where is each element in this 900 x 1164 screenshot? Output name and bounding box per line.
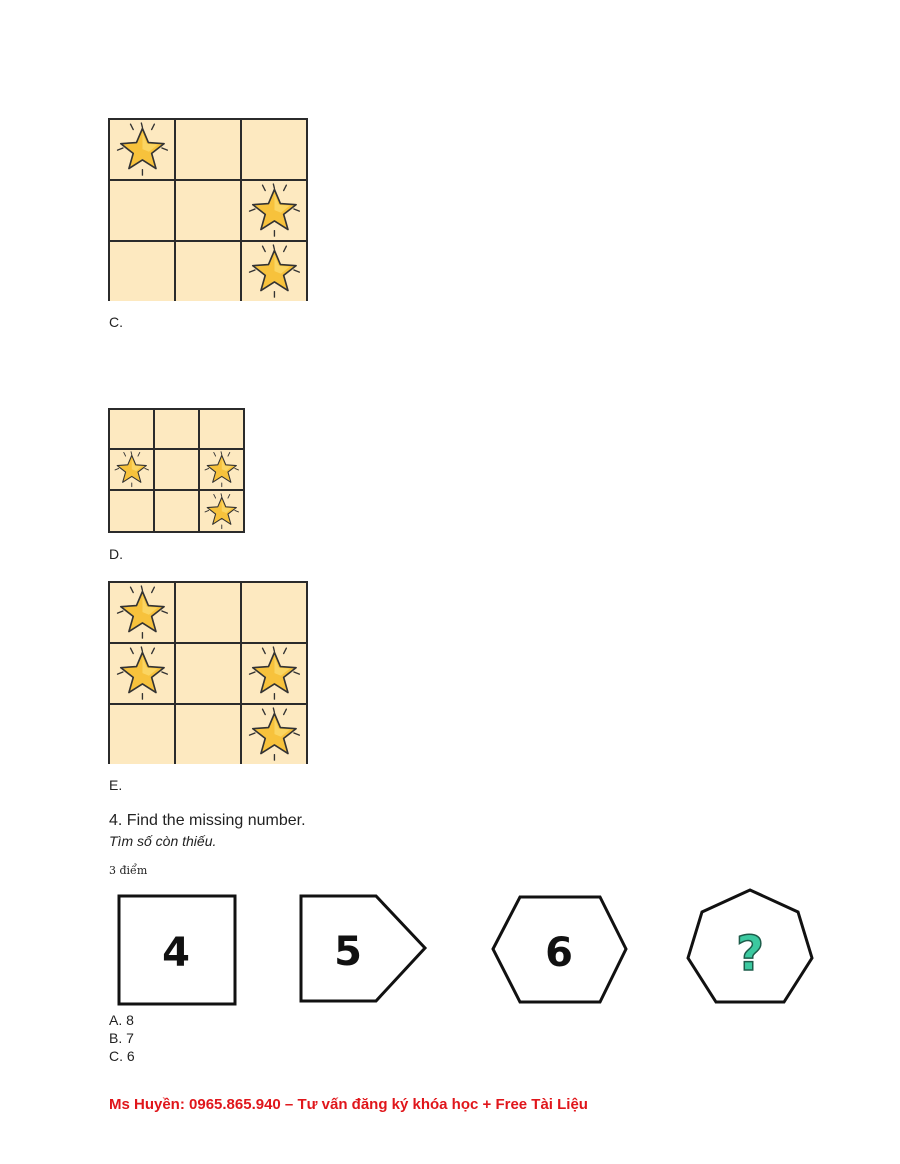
option-d-label: D. — [109, 546, 123, 562]
question-points: 3 điểm — [109, 864, 148, 877]
grid-cell — [242, 242, 306, 301]
grid-cell — [242, 120, 306, 179]
star-icon — [245, 646, 304, 700]
star-icon — [113, 122, 172, 176]
grid-cell — [110, 491, 153, 531]
grid-cell — [176, 583, 240, 642]
grid-cell — [242, 181, 306, 240]
grid-cell — [155, 450, 198, 490]
option-c-grid — [108, 118, 308, 301]
star-icon — [245, 183, 304, 237]
star-icon — [245, 244, 304, 298]
square-number: 4 — [162, 930, 190, 976]
grid-cell — [242, 644, 306, 703]
grid-cell — [200, 491, 243, 531]
grid-cell — [155, 491, 198, 531]
star-icon — [202, 493, 242, 529]
grid-cell — [176, 705, 240, 764]
grid-cell — [110, 450, 153, 490]
option-e-label: E. — [109, 777, 123, 793]
answer-c[interactable]: C. 6 — [109, 1048, 135, 1064]
option-d-grid — [108, 408, 245, 533]
grid-cell — [110, 583, 174, 642]
star-icon — [113, 646, 172, 700]
grid-cell — [110, 242, 174, 301]
question-mark-icon: ? — [736, 926, 764, 982]
star-icon — [112, 451, 152, 487]
hexagon-number: 6 — [545, 930, 573, 976]
question-subtitle: Tìm số còn thiếu. — [109, 833, 217, 849]
grid-cell — [176, 242, 240, 301]
grid-cell — [110, 705, 174, 764]
grid-cell — [110, 181, 174, 240]
star-icon — [202, 451, 242, 487]
footer-contact: Ms Huyền: 0965.865.940 – Tư vấn đăng ký khóa học + Free Tài Liệu — [109, 1096, 588, 1113]
grid-cell — [200, 450, 243, 490]
hexagon-shape — [490, 894, 630, 1011]
grid-cell — [155, 410, 198, 448]
pentagon-shape — [298, 893, 430, 1010]
heptagon-shape — [684, 886, 816, 1011]
pentagon-number: 5 — [334, 929, 362, 975]
question-title: 4. Find the missing number. — [109, 812, 306, 829]
grid-cell — [176, 181, 240, 240]
answer-list — [109, 1011, 135, 1065]
option-c-label: C. — [109, 314, 123, 330]
square-shape — [116, 893, 240, 1014]
grid-cell — [110, 644, 174, 703]
answer-a[interactable]: A. 8 — [109, 1012, 134, 1028]
answer-b[interactable]: B. 7 — [109, 1030, 134, 1046]
grid-cell — [110, 410, 153, 448]
star-icon — [245, 707, 304, 761]
grid-cell — [176, 120, 240, 179]
grid-cell — [200, 410, 243, 448]
grid-cell — [242, 583, 306, 642]
grid-cell — [242, 705, 306, 764]
grid-cell — [110, 120, 174, 179]
star-icon — [113, 585, 172, 639]
option-e-grid — [108, 581, 308, 764]
grid-cell — [176, 644, 240, 703]
